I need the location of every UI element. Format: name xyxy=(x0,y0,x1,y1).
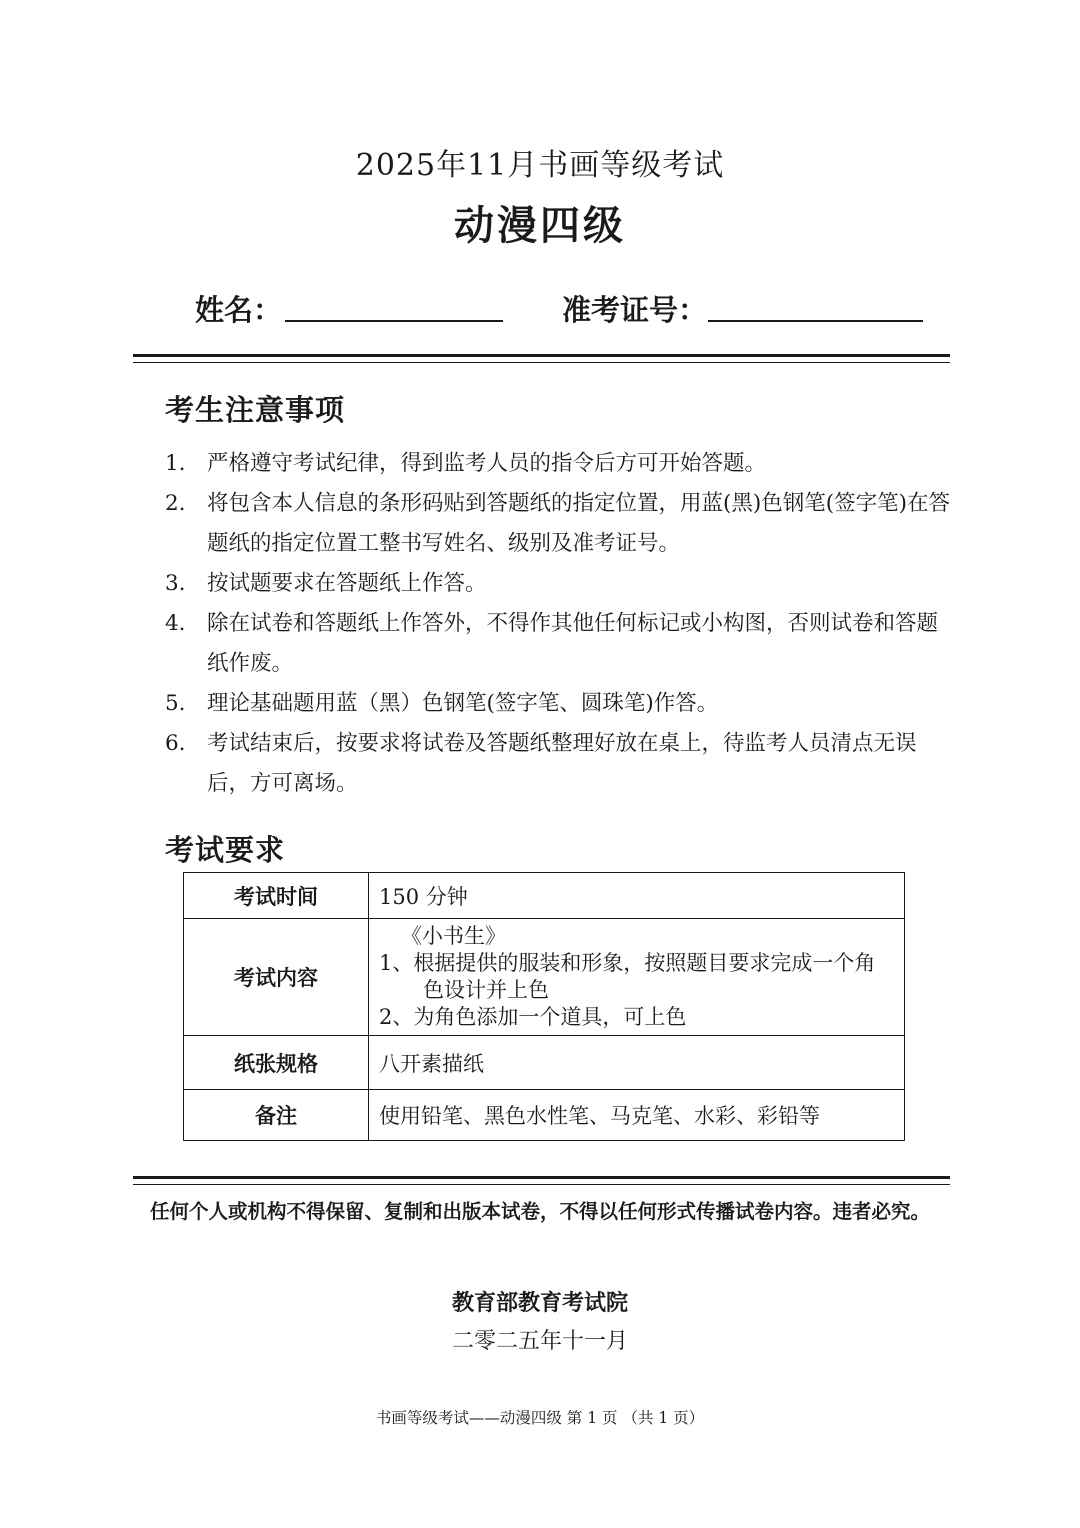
notice-number: 5. xyxy=(165,691,186,716)
notice-text: 考试结束后，按要求将试卷及答题纸整理好放在桌上，待监考人员清点无误后，方可离场。 xyxy=(207,731,917,796)
notice-text: 按试题要求在答题纸上作答。 xyxy=(207,571,487,596)
issue-date: 二零二五年十一月 xyxy=(451,1329,628,1354)
requirements-heading: 考试要求 xyxy=(165,833,286,867)
content-item-1: 1、根据提供的服装和形象，按照题目要求完成一个角 xyxy=(379,951,876,975)
notice-text: 严格遵守考试纪律，得到监考人员的指令后方可开始答题。 xyxy=(207,451,767,476)
header-divider-thin xyxy=(133,362,950,363)
notice-text: 除在试卷和答题纸上作答外，不得作其他任何标记或小构图，否则试卷和答题纸作废。 xyxy=(207,611,939,676)
ticket-number-label: 准考证号： xyxy=(562,293,708,327)
table-row xyxy=(184,873,905,919)
notice-item xyxy=(165,564,955,604)
remarks-label: 备注 xyxy=(184,1090,369,1141)
notice-number: 1. xyxy=(165,451,186,476)
paper-spec-value: 八开素描纸 xyxy=(369,1036,905,1090)
content-item-2: 2、为角色添加一个道具，可上色 xyxy=(379,1005,687,1029)
exam-time-label: 考试时间 xyxy=(184,873,369,919)
table-row xyxy=(184,919,905,1036)
requirements-table xyxy=(183,872,905,1141)
ticket-number-field-line xyxy=(708,320,923,322)
notice-number: 4. xyxy=(165,611,186,636)
notice-item xyxy=(165,444,955,484)
header-divider-thick xyxy=(133,354,950,357)
copyright-notice: 任何个人或机构不得保留、复制和出版本试卷，不得以任何形式传播试卷内容。违者必究。 xyxy=(149,1200,930,1223)
issuer-name: 教育部教育考试院 xyxy=(451,1290,628,1316)
exam-content-label: 考试内容 xyxy=(184,919,369,1036)
notice-item xyxy=(165,724,955,804)
paper-spec-label: 纸张规格 xyxy=(184,1036,369,1090)
content-item-1-continued: 色设计并上色 xyxy=(423,978,549,1002)
notice-item xyxy=(165,604,955,684)
notice-text: 将包含本人信息的条形码贴到答题纸的指定位置，用蓝(黑)色钢笔(签字笔)在答题纸的指定位置工整书写姓名、级别及准考证号。 xyxy=(207,491,951,556)
table-row xyxy=(184,1090,905,1141)
notice-number: 6. xyxy=(165,731,186,756)
footer-divider-thick xyxy=(133,1176,950,1179)
subject-title: 动漫四级 xyxy=(454,202,626,249)
table-row xyxy=(184,1036,905,1090)
notice-number: 2. xyxy=(165,491,186,516)
remarks-value: 使用铅笔、黑色水性笔、马克笔、水彩、彩铅等 xyxy=(369,1090,905,1141)
exam-title: 2025年11月书画等级考试 xyxy=(355,148,725,183)
notice-item xyxy=(165,684,955,724)
name-label: 姓名： xyxy=(195,293,283,327)
exam-time-value: 150 分钟 xyxy=(369,873,905,919)
content-title: 《小书生》 xyxy=(401,924,506,948)
notice-heading: 考生注意事项 xyxy=(165,393,346,427)
footer-divider-thin xyxy=(133,1184,950,1185)
notice-list xyxy=(165,444,955,804)
name-field-line xyxy=(285,320,503,322)
exam-content-cell xyxy=(369,919,905,1036)
notice-number: 3. xyxy=(165,571,186,596)
notice-item xyxy=(165,484,955,564)
page-footer: 书画等级考试——动漫四级 第 1 页 （共 1 页） xyxy=(375,1409,705,1427)
notice-text: 理论基础题用蓝（黑）色钢笔(签字笔、圆珠笔)作答。 xyxy=(207,691,719,716)
